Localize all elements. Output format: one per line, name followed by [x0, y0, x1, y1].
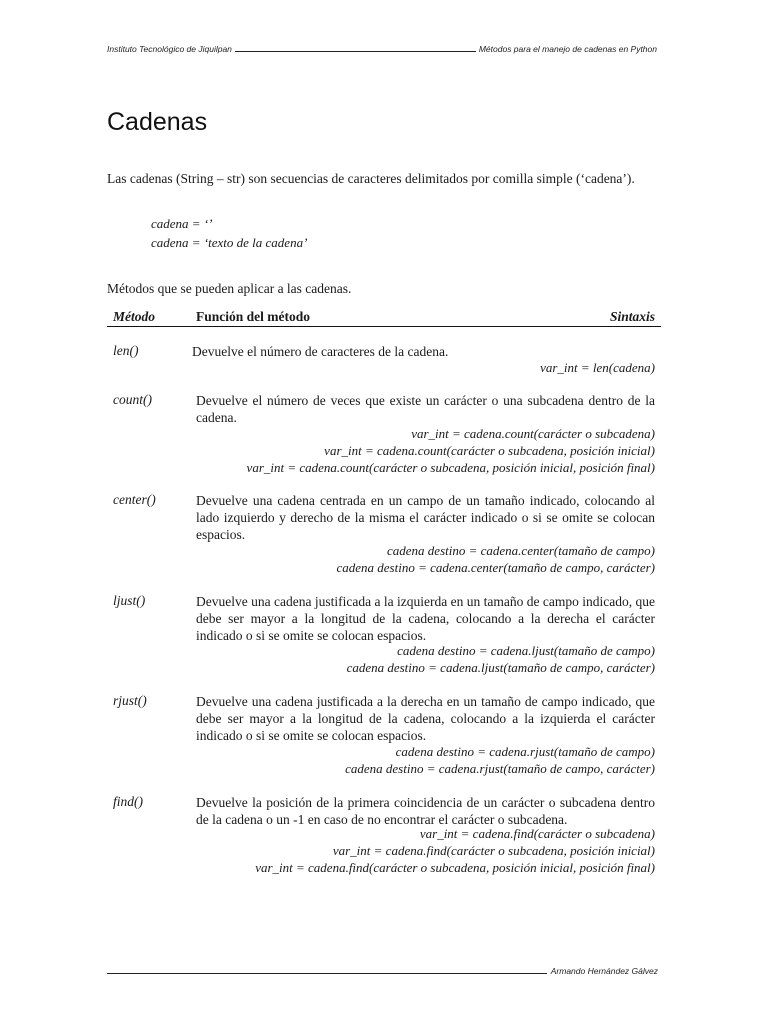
example-empty-string: cadena = ‘’: [151, 216, 213, 231]
syntax-find-2: var_int = cadena.find(carácter o subcadena, posición inicial): [332, 843, 655, 858]
page-title: Cadenas: [107, 108, 208, 136]
method-desc-find: Devuelve la posición de la primera coincidencia de un carácter o subcadena dentro de la cadena o un -1 en caso de no encontrar el carácter o subcadena.: [196, 795, 655, 827]
syntax-len-1: var_int = len(cadena): [540, 360, 655, 375]
method-desc-count: Devuelve el número de veces que existe un carácter o una subcadena dentro de la cadena.: [196, 393, 655, 425]
syntax-center-2: cadena destino = cadena.center(tamaño de campo, carácter): [336, 560, 655, 575]
methods-intro: Métodos que se pueden aplicar a las cadenas.: [107, 281, 352, 296]
method-desc-rjust: Devuelve una cadena justificada a la derecha en un tamaño de campo indicado, que debe ser mayor a la longitud de la cadena, colocando a la izquierda el carácter indicado o si se omite se colocan espacios.: [196, 694, 655, 743]
method-desc-ljust: Devuelve una cadena justificada a la izquierda en un tamaño de campo indicado, que debe ser mayor a la longitud de la cadena, colocando a la derecha el carácter indicado o si se omite se colocan espacios.: [196, 594, 655, 643]
header-institution: Instituto Tecnológico de Jiquilpan: [107, 44, 232, 54]
syntax-ljust-2: cadena destino = cadena.ljust(tamaño de campo, carácter): [346, 660, 655, 675]
header-rule: [235, 51, 476, 52]
header-syntax: Sintaxis: [609, 309, 655, 324]
header-method: Método: [113, 309, 155, 324]
footer-author: Armando Hernández Gálvez: [550, 966, 658, 976]
method-name-find: find(): [113, 794, 143, 809]
table-header: [107, 308, 661, 327]
header-function: Función del método: [196, 309, 311, 324]
footer-rule: [107, 973, 547, 974]
method-name-count: count(): [113, 392, 152, 407]
method-desc-center: Devuelve una cadena centrada en un campo de un tamaño indicado, colocando al lado izquierdo y derecho de la misma el carácter indicado o si se omite se colocan espacios.: [196, 493, 655, 542]
page-footer: [107, 966, 658, 976]
header-doc-title: Métodos para el manejo de cadenas en Python: [478, 44, 657, 54]
intro-paragraph: Las cadenas (String – str) son secuencias de caracteres delimitados por comilla simple (‘cadena’).: [107, 171, 635, 186]
method-name-center: center(): [113, 492, 156, 507]
syntax-ljust-1: cadena destino = cadena.ljust(tamaño de campo): [397, 643, 655, 658]
method-name-len: len(): [113, 343, 139, 358]
example-text-string: cadena = ‘texto de la cadena’: [151, 235, 308, 250]
syntax-count-3: var_int = cadena.count(carácter o subcadena, posición inicial, posición final): [246, 460, 655, 475]
syntax-count-1: var_int = cadena.count(carácter o subcadena): [411, 426, 655, 441]
syntax-count-2: var_int = cadena.count(carácter o subcadena, posición inicial): [324, 443, 655, 458]
syntax-find-3: var_int = cadena.find(carácter o subcadena, posición inicial, posición final): [255, 860, 655, 875]
method-name-ljust: ljust(): [113, 593, 146, 608]
syntax-find-1: var_int = cadena.find(carácter o subcadena): [419, 826, 655, 841]
syntax-rjust-2: cadena destino = cadena.rjust(tamaño de campo, carácter): [345, 761, 655, 776]
method-desc-len: Devuelve el número de caracteres de la cadena.: [192, 344, 449, 359]
page-header: [107, 44, 657, 54]
syntax-rjust-1: cadena destino = cadena.rjust(tamaño de campo): [395, 744, 655, 759]
syntax-center-1: cadena destino = cadena.center(tamaño de campo): [387, 543, 655, 558]
method-name-rjust: rjust(): [113, 693, 147, 708]
